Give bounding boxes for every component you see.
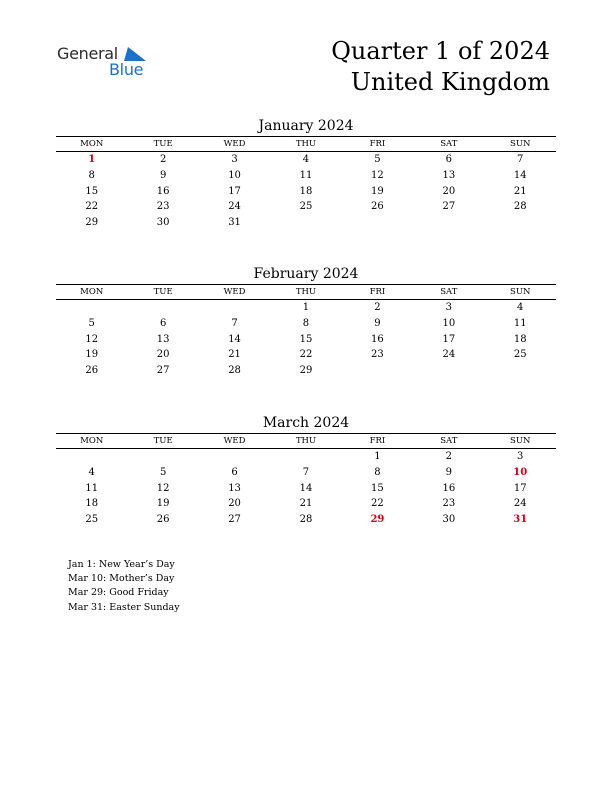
- day-cell: 2: [445, 451, 452, 462]
- day-cell: 1: [302, 302, 310, 313]
- day-cell: 18: [85, 498, 99, 510]
- day-cell: 30: [156, 217, 170, 228]
- day-cell: 18: [513, 333, 527, 345]
- day-cell: 31: [513, 514, 528, 525]
- day-cell: 29: [85, 217, 99, 228]
- day-cell: 9: [159, 169, 167, 181]
- weekday-label: TUE: [153, 139, 173, 149]
- weekday-label: SUN: [510, 139, 531, 149]
- day-cell: 28: [513, 201, 527, 213]
- day-cell: 20: [156, 349, 170, 361]
- day-cell: 18: [299, 185, 313, 197]
- week-row: [56, 496, 556, 512]
- day-cell: 23: [371, 349, 384, 361]
- empty-day-cell: [199, 300, 270, 316]
- day-cell: 6: [445, 154, 452, 165]
- empty-day-cell: [199, 449, 270, 465]
- day-cell: 12: [85, 333, 99, 345]
- day-cell: 4: [302, 154, 310, 165]
- week-row: [56, 316, 556, 332]
- weekday-label: MON: [80, 139, 104, 149]
- empty-day-cell: [413, 215, 484, 231]
- day-cell: 2: [374, 302, 381, 313]
- month-january: [56, 116, 556, 231]
- week-row: [56, 300, 556, 316]
- empty-day-cell: [413, 363, 484, 379]
- month-grid: [56, 152, 556, 231]
- empty-day-cell: [485, 215, 556, 231]
- day-cell: 11: [85, 482, 99, 494]
- weekday-label: TUE: [153, 287, 173, 297]
- week-row: [56, 449, 556, 465]
- week-row: [56, 512, 556, 528]
- day-cell: 6: [231, 466, 238, 478]
- day-cell: 22: [299, 349, 313, 361]
- day-cell: 21: [228, 349, 241, 361]
- day-cell: 24: [513, 498, 527, 510]
- day-cell: 27: [442, 201, 456, 213]
- day-cell: 20: [442, 185, 456, 197]
- day-cell: 11: [299, 169, 313, 181]
- day-cell: 29: [370, 514, 385, 525]
- empty-day-cell: [127, 449, 198, 465]
- month-february: [56, 264, 556, 379]
- day-cell: 30: [442, 514, 456, 525]
- day-cell: 4: [517, 302, 524, 313]
- empty-day-cell: [485, 363, 556, 379]
- day-cell: 5: [374, 154, 381, 165]
- day-cell: 28: [228, 365, 241, 376]
- day-cell: 25: [85, 514, 99, 525]
- weekday-label: THU: [295, 139, 317, 149]
- day-cell: 31: [228, 217, 241, 228]
- day-cell: 23: [156, 201, 170, 213]
- day-cell: 24: [228, 201, 241, 213]
- day-cell: 10: [513, 466, 528, 478]
- weekday-label: SAT: [440, 139, 458, 149]
- holiday-item: Mar 31: Easter Sunday: [68, 601, 180, 613]
- day-cell: 26: [156, 514, 170, 525]
- day-cell: 16: [442, 482, 456, 494]
- day-cell: 26: [85, 365, 99, 376]
- day-cell: 21: [513, 185, 527, 197]
- holiday-item: Jan 1: New Year’s Day: [68, 559, 175, 570]
- empty-day-cell: [56, 300, 127, 316]
- weekday-label: MON: [80, 287, 104, 297]
- day-cell: 29: [299, 365, 313, 376]
- day-cell: 26: [371, 201, 384, 213]
- week-row: [56, 152, 556, 168]
- logo-general-text: General: [57, 44, 118, 63]
- month-title: January 2024: [258, 118, 354, 134]
- day-cell: 11: [513, 317, 527, 329]
- day-cell: 7: [302, 466, 310, 478]
- day-cell: 8: [374, 466, 381, 478]
- month-grid: [56, 300, 556, 379]
- weekday-label: SAT: [440, 436, 458, 446]
- weekday-label: THU: [295, 436, 317, 446]
- day-cell: 7: [231, 317, 238, 329]
- weekday-label: FRI: [369, 287, 386, 297]
- day-cell: 13: [156, 333, 170, 345]
- day-cell: 15: [299, 333, 313, 345]
- day-cell: 13: [442, 169, 456, 181]
- day-cell: 21: [299, 498, 313, 510]
- empty-day-cell: [342, 363, 413, 379]
- day-cell: 25: [513, 349, 527, 361]
- day-cell: 1: [374, 451, 381, 462]
- day-cell: 15: [85, 185, 99, 197]
- day-cell: 20: [228, 498, 241, 510]
- logo-blue-text: Blue: [109, 60, 144, 79]
- week-row: [56, 199, 556, 215]
- weekday-label: MON: [80, 436, 104, 446]
- weekday-header: [56, 433, 556, 449]
- weekday-label: SUN: [510, 287, 531, 297]
- week-row: [56, 168, 556, 184]
- day-cell: 5: [88, 317, 95, 329]
- empty-day-cell: [270, 449, 341, 465]
- weekday-label: FRI: [369, 436, 386, 446]
- day-cell: 3: [517, 451, 524, 462]
- day-cell: 4: [88, 466, 95, 478]
- weekday-header: [56, 136, 556, 152]
- week-row: [56, 332, 556, 348]
- day-cell: 17: [513, 482, 527, 494]
- weekday-label: SAT: [440, 287, 458, 297]
- day-cell: 17: [228, 185, 241, 197]
- week-row: [56, 347, 556, 363]
- page-title: [331, 36, 550, 98]
- month-march: [56, 413, 556, 528]
- day-cell: 1: [88, 154, 96, 165]
- title-quarter: Quarter 1 of 2024: [331, 37, 550, 65]
- weekday-label: THU: [295, 287, 317, 297]
- day-cell: 17: [442, 333, 456, 345]
- day-cell: 9: [445, 466, 452, 478]
- week-row: [56, 184, 556, 200]
- day-cell: 10: [442, 317, 456, 329]
- month-title: March 2024: [262, 415, 350, 431]
- empty-day-cell: [127, 300, 198, 316]
- day-cell: 3: [231, 154, 238, 165]
- day-cell: 14: [513, 169, 527, 181]
- day-cell: 16: [156, 185, 170, 197]
- day-cell: 27: [156, 365, 170, 376]
- day-cell: 3: [445, 302, 452, 313]
- empty-day-cell: [270, 215, 341, 231]
- weekday-label: TUE: [153, 436, 173, 446]
- weekday-label: FRI: [369, 139, 386, 149]
- weekday-header: [56, 284, 556, 300]
- weekday-label: WED: [223, 287, 246, 297]
- month-grid: [56, 449, 556, 528]
- day-cell: 23: [442, 498, 456, 510]
- empty-day-cell: [342, 215, 413, 231]
- day-cell: 12: [371, 169, 384, 181]
- weekday-label: WED: [223, 436, 246, 446]
- day-cell: 14: [299, 482, 313, 494]
- weekday-label: SUN: [510, 436, 531, 446]
- week-row: [56, 481, 556, 497]
- day-cell: 13: [228, 482, 241, 494]
- day-cell: 19: [156, 498, 170, 510]
- logo-triangle-icon: [124, 47, 146, 61]
- day-cell: 25: [299, 201, 313, 213]
- day-cell: 5: [159, 466, 167, 478]
- weekday-label: WED: [223, 139, 246, 149]
- day-cell: 27: [228, 514, 241, 525]
- day-cell: 7: [517, 154, 524, 165]
- day-cell: 8: [88, 169, 95, 181]
- day-cell: 6: [159, 317, 167, 329]
- day-cell: 16: [371, 333, 384, 345]
- week-row: [56, 215, 556, 231]
- day-cell: 24: [442, 349, 456, 361]
- logo: [57, 44, 157, 84]
- holiday-list: [68, 558, 180, 615]
- title-country: United Kingdom: [350, 68, 550, 96]
- day-cell: 8: [302, 317, 310, 329]
- day-cell: 28: [299, 514, 313, 525]
- day-cell: 10: [228, 169, 241, 181]
- day-cell: 19: [85, 349, 99, 361]
- empty-day-cell: [56, 449, 127, 465]
- day-cell: 15: [371, 482, 384, 494]
- month-title: February 2024: [253, 266, 359, 282]
- day-cell: 14: [228, 333, 241, 345]
- day-cell: 2: [159, 154, 167, 165]
- holiday-item: Mar 10: Mother’s Day: [68, 573, 175, 585]
- day-cell: 9: [374, 317, 381, 329]
- holiday-item: Mar 29: Good Friday: [68, 587, 169, 599]
- day-cell: 22: [85, 201, 99, 213]
- week-row: [56, 465, 556, 481]
- day-cell: 12: [156, 482, 170, 494]
- week-row: [56, 363, 556, 379]
- day-cell: 19: [371, 185, 384, 197]
- day-cell: 22: [371, 498, 384, 510]
